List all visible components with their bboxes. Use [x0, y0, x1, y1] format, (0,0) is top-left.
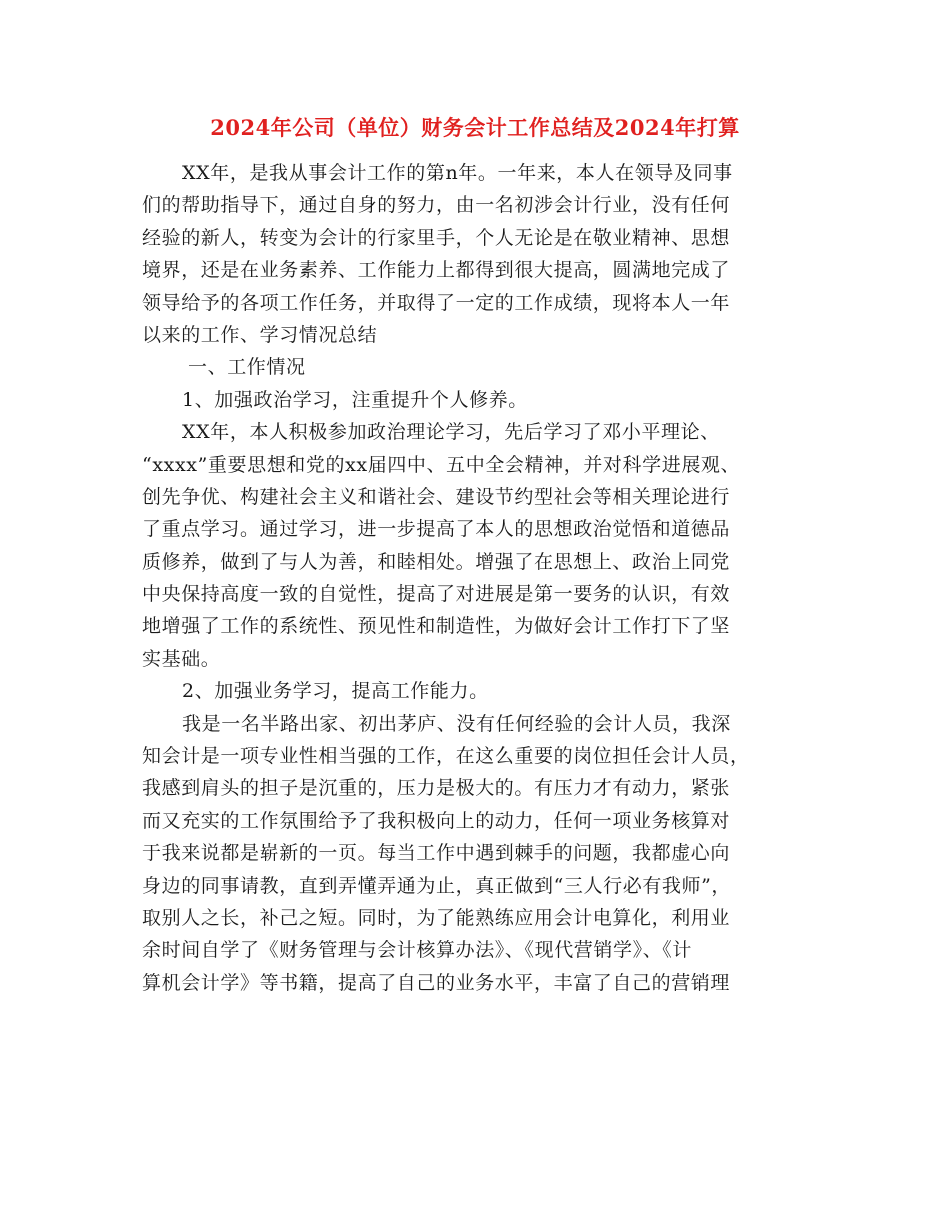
paragraph-line: 质修养，做到了与人为善，和睦相处。增强了在思想上、政治上同党	[142, 550, 731, 573]
paragraph-line: 经验的新人，转变为会计的行家里手，个人无论是在敬业精神、思想	[142, 226, 731, 249]
paragraph-line: 而又充实的工作氛围给予了我积极向上的动力，任何一项业务核算对	[142, 809, 731, 832]
paragraph-line: 创先争优、构建社会主义和谐社会、建设节约型社会等相关理论进行	[142, 485, 731, 508]
paragraph-line: 境界，还是在业务素养、工作能力上都得到很大提高，圆满地完成了	[142, 259, 731, 282]
document-body	[142, 157, 822, 999]
section-heading: 一、工作情况	[188, 356, 306, 379]
paragraph-line: 地增强了工作的系统性、预见性和制造性，为做好会计工作打下了坚	[142, 615, 731, 638]
subsection-heading: 1、加强政治学习，注重提升个人修养。	[182, 388, 528, 411]
paragraph-line: 中央保持高度一致的自觉性，提高了对进展是第一要务的认识，有效	[142, 583, 731, 606]
paragraph-line: 实基础。	[142, 647, 221, 670]
paragraph-line: 取别人之长，补己之短。同时，为了能熟练应用会计电算化，利用业	[142, 906, 731, 929]
paragraph-line: “xxxx”重要思想和党的xx届四中、五中全会精神，并对科学进展观、	[142, 453, 741, 476]
paragraph-line: XX年，本人积极参加政治理论学习，先后学习了邓小平理论、	[182, 421, 720, 444]
paragraph-line: 身边的同事请教，直到弄懂弄通为止，真正做到“三人行必有我师”，	[142, 874, 732, 897]
paragraph-line: 我感到肩头的担子是沉重的，压力是极大的。有压力才有动力，紧张	[142, 777, 731, 800]
paragraph-line: 领导给予的各项工作任务，并取得了一定的工作成绩，现将本人一年	[142, 291, 731, 314]
paragraph-line: 以来的工作、学习情况总结	[142, 323, 378, 346]
paragraph-line: 余时间自学了《财务管理与会计核算办法》、《现代营销学》、《计	[142, 939, 693, 962]
document-title: 2024年公司（单位）财务会计工作总结及2024年打算	[210, 115, 740, 140]
paragraph-line: 算机会计学》等书籍，提高了自己的业务水平，丰富了自己的营销理	[142, 971, 731, 994]
paragraph-line: 们的帮助指导下，通过自身的努力，由一名初涉会计行业，没有任何	[142, 194, 731, 217]
paragraph-line: 于我来说都是崭新的一页。每当工作中遇到棘手的问题，我都虚心向	[142, 842, 731, 865]
subsection-heading: 2、加强业务学习，提高工作能力。	[182, 680, 489, 703]
paragraph-line: 知会计是一项专业性相当强的工作，在这么重要的岗位担任会计人员，	[142, 745, 750, 768]
paragraph-line: XX年，是我从事会计工作的第n年。一年来，本人在领导及同事	[182, 162, 733, 184]
paragraph-line: 了重点学习。通过学习，进一步提高了本人的思想政治觉悟和道德品	[142, 518, 731, 541]
paragraph-line: 我是一名半路出家、初出茅庐、没有任何经验的会计人员，我深	[182, 712, 731, 735]
